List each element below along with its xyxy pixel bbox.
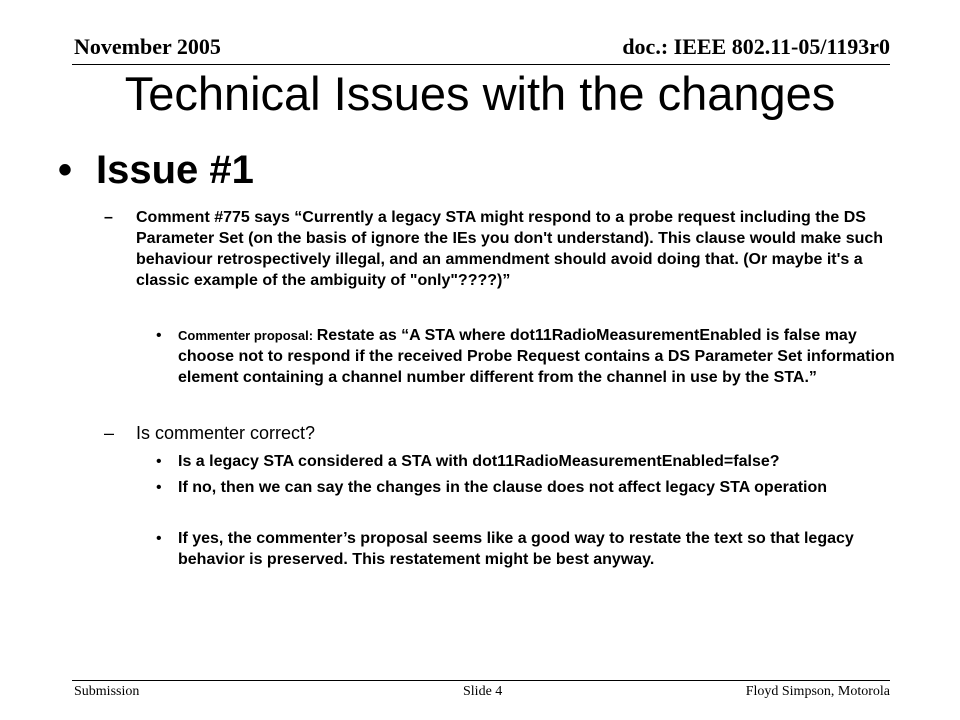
list-item — [156, 451, 896, 472]
bullet-icon: • — [58, 148, 73, 192]
header-doc-id: doc.: IEEE 802.11-05/1193r0 — [622, 34, 890, 59]
proposal-label: Commenter proposal: — [178, 328, 317, 343]
footer-author: Floyd Simpson, Motorola — [745, 684, 890, 699]
proposal-text — [178, 325, 896, 388]
issue-heading — [58, 148, 254, 193]
footer-rule — [72, 680, 890, 681]
header-date: November 2005 — [74, 34, 221, 59]
point-text: If no, then we can say the changes in the clause does not affect legacy STA operation — [178, 479, 828, 496]
bullet-icon: • — [156, 530, 162, 547]
point-text: If yes, the commenter’s proposal seems like a good way to restate the text so that legacy behavior is preserved. This restatement might be best anyway. — [178, 530, 854, 568]
comment-item — [104, 207, 904, 291]
footer-slide-number: Slide 4 — [463, 684, 503, 699]
issue-heading-text: Issue #1 — [96, 148, 254, 192]
header-rule — [72, 64, 890, 65]
slide-title: Technical Issues with the changes — [124, 67, 836, 120]
list-item — [156, 528, 896, 570]
bullet-icon: • — [156, 479, 162, 496]
dash-icon: – — [104, 423, 115, 443]
proposal-body: Restate as “A STA where dot11RadioMeasurementEnabled is false may choose not to respond if the received Probe Request contains a DS Parameter Set information element containing a channel number different from the channel in use by the STA.” — [178, 327, 895, 386]
point-text: Is a legacy STA considered a STA with dot11RadioMeasurementEnabled=false? — [178, 453, 780, 470]
bullet-icon: • — [156, 453, 162, 470]
proposal-item — [156, 325, 896, 388]
bullet-icon: • — [156, 327, 162, 344]
question-item — [104, 423, 904, 444]
list-item — [156, 477, 896, 498]
question-text: Is commenter correct? — [136, 423, 316, 443]
dash-icon: – — [104, 209, 113, 226]
comment-text: Comment #775 says “Currently a legacy STA might respond to a probe request including the DS Parameter Set (on the basis of ignore the IEs you don't understand). This clause would make such behaviour retrospectively illegal, and an ammendment should avoid doing that. (Or maybe it's a classic example of the ambiguity of "only"????)” — [136, 209, 884, 289]
footer-submission: Submission — [74, 684, 140, 699]
